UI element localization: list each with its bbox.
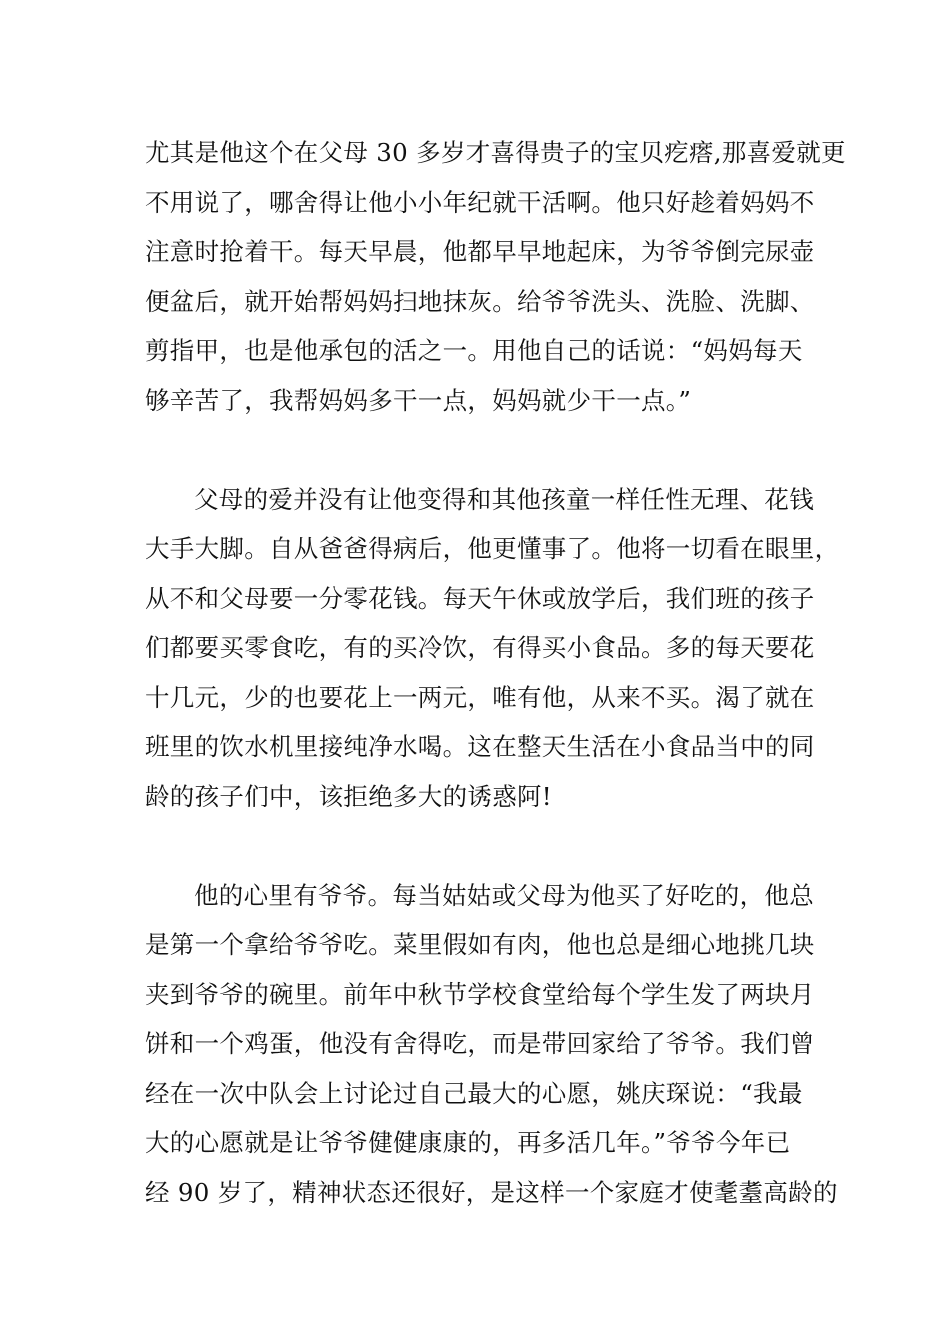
paragraph-line: 饼和一个鸡蛋，他没有舍得吃，而是带回家给了爷爷。我们曾 <box>145 1029 815 1058</box>
paragraph-line: 他的心里有爷爷。每当姑姑或父母为他买了好吃的，他总 <box>194 880 814 910</box>
paragraph-line: 龄的孩子们中，该拒绝多大的诱惑阿! <box>145 781 552 811</box>
paragraph-line: 经 90 岁了，精神状态还很好，是这样一个家庭才使耄耋高龄的 <box>145 1177 838 1207</box>
document-body <box>145 128 846 1217</box>
paragraph-line: 大手大脚。自从爸爸得病后，他更懂事了。他将一切看在眼里， <box>145 534 840 563</box>
paragraph-line: 经在一次中队会上讨论过自己最大的心愿，姚庆琛说：“我最 <box>145 1078 803 1108</box>
paragraph-line: 从不和父母要一分零花钱。每天午休或放学后，我们班的孩子 <box>145 583 815 613</box>
paragraph-line: 注意时抢着干。每天早晨，他都早早地起床，为爷爷倒完尿壶 <box>145 237 815 266</box>
paragraph-line: 尤其是他这个在父母 30 多岁才喜得贵子的宝贝疙瘩,那喜爱就更 <box>145 138 846 167</box>
paragraph-line: 班里的饮水机里接纯净水喝。这在整天生活在小食品当中的同 <box>145 732 815 761</box>
paragraph-line: 十几元，少的也要花上一两元，唯有他，从来不买。渴了就在 <box>145 682 815 712</box>
paragraph-line: 父母的爱并没有让他变得和其他孩童一样任性无理、花钱 <box>194 484 814 514</box>
paragraph-line: 是第一个拿给爷爷吃。菜里假如有肉，他也总是细心地挑几块 <box>145 930 815 959</box>
paragraph-line: 剪指甲，也是他承包的活之一。用他自己的话说：“妈妈每天 <box>145 336 803 365</box>
paragraph-line: 们都要买零食吃，有的买冷饮，有得买小食品。多的每天要花 <box>145 633 815 662</box>
paragraph-2 <box>145 475 840 822</box>
paragraph-line: 够辛苦了，我帮妈妈多干一点，妈妈就少干一点。” <box>145 385 692 415</box>
paragraph-line: 大的心愿就是让爷爷健健康康的，再多活几年。”爷爷今年已 <box>145 1128 791 1157</box>
paragraph-1 <box>145 128 846 425</box>
paragraph-line: 便盆后，就开始帮妈妈扫地抹灰。给爷爷洗头、洗脸、洗脚、 <box>145 286 815 316</box>
paragraph-line: 夹到爷爷的碗里。前年中秋节学校食堂给每个学生发了两块月 <box>145 979 815 1009</box>
paragraph-3 <box>145 871 838 1218</box>
paragraph-line: 不用说了，哪舍得让他小小年纪就干活啊。他只好趁着妈妈不 <box>145 187 815 217</box>
